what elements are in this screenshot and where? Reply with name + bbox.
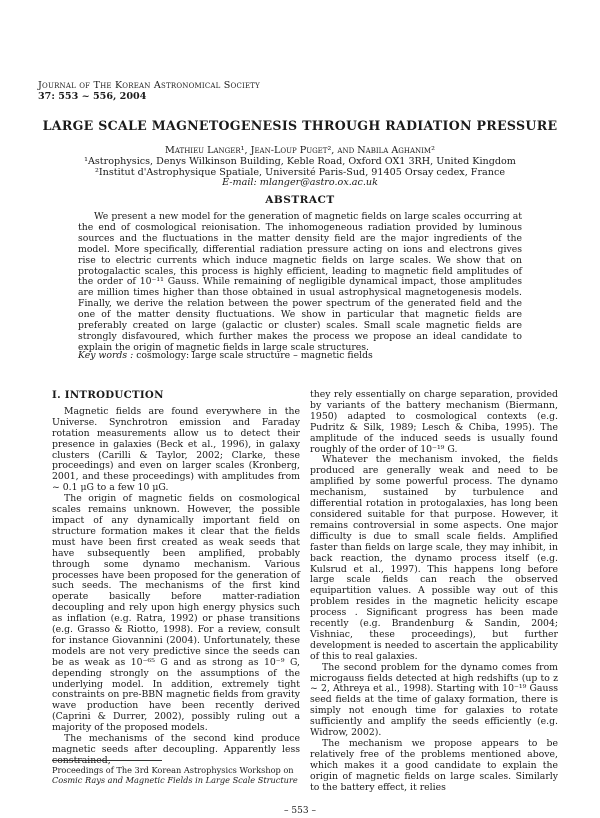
keywords-text: cosmology: large scale structure – magnetic fields	[136, 350, 373, 361]
author-block	[0, 146, 600, 189]
journal-name: Journal of The Korean Astronomical Society	[38, 80, 260, 91]
footnote-line-1: Proceedings of The 3rd Korean Astrophysics Workshop on	[52, 765, 294, 775]
paragraph: The origin of magnetic fields on cosmological scales remains unknown. However, the possible impact of any dynamically important field on structure formation makes it clear that the fields must have been first created as weak seeds that have subsequently been amplified, probably through some dynamo mechanism. Various processes have been proposed for the generation of such seeds. The mechanisms of the first kind operate basically before matter-radiation decoupling and rely upon high energy physics such as inflation (e.g. Ratra, 1992) or phase transitions (e.g. Grasso & Riotto, 1998). For a review, consult for instance Giovannini (2004). Unfortunately, these models are not very predictive since the seeds can be as weak as 10⁻⁶⁵ G and as strong as 10⁻⁹ G, depending strongly on the assumptions of the underlying model. In addition, extremely tight constraints on pre-BBN magnetic fields from gravity wave production have been recently derived (Caprini & Durrer, 2002), possibly ruling out a majority of the proposed models.	[52, 493, 300, 734]
footnote-line-2: Cosmic Rays and Magnetic Fields in Large Scale Structure	[52, 774, 298, 785]
abstract-heading: ABSTRACT	[265, 194, 335, 206]
footnote-rule	[52, 760, 162, 761]
paragraph: they rely essentially on charge separation, provided by variants of the battery mechanism (Biermann, 1950) adapted to cosmological contexts (e.g. Pudritz & Silk, 1989; Lesch & Chiba, 1995). The amplitude of the induced seeds is usually found roughly of the order of 10⁻¹⁹ G.	[310, 389, 558, 455]
paper-title: LARGE SCALE MAGNETOGENESIS THROUGH RADIATION PRESSURE	[42, 118, 558, 133]
section-heading-introduction: I. INTRODUCTION	[52, 389, 164, 401]
author-email: E-mail: mlanger@astro.ox.ac.uk	[222, 177, 378, 189]
left-column	[52, 390, 300, 767]
footnote	[52, 766, 302, 785]
right-column	[310, 390, 558, 794]
paragraph: Magnetic fields are found everywhere in the Universe. Synchrotron emission and Faraday rotation measurements allow us to detect their presence in galaxies (Beck et al., 1996), in galaxy clusters (Carilli & Taylor, 2002; Clarke, these proceedings) and even on larger scales (Kronberg, 2001, and these proceedings) with amplitudes from ~ 0.1 μG to a few 10 μG.	[52, 405, 300, 494]
volume-line: 37: 553 ~ 556, 2004	[38, 91, 147, 102]
affiliation-1: ¹Astrophysics, Denys Wilkinson Building, Keble Road, Oxford OX1 3RH, United Kingdom	[84, 155, 516, 167]
affiliation-2: ²Institut d'Astrophysique Spatiale, Université Paris-Sud, 91405 Orsay cedex, France	[95, 166, 505, 178]
keywords-label: Key words :	[78, 350, 134, 361]
abstract-text: We present a new model for the generation of magnetic fields on large scales occurring at the end of cosmological reionisation. The inhomogeneous radiation provided by luminous sources and the fluctuations in the matter density field are the major ingredients of the model. More specifically, differential radiation pressure acting on ions and electrons gives rise to electric currents which induce magnetic fields on large scales. We show that on protogalactic scales, this process is highly efficient, leading to magnetic field amplitudes of the order of 10⁻¹¹ Gauss. While remaining of negligible dynamical impact, those amplitudes are million times higher than those obtained in usual astrophysical magnetogenesis models. Finally, we derive the relation between the power spectrum of the generated field and the one of the matter density fluctuations. We show in particular that magnetic fields are preferably created on large (galactic or cluster) scales. Small scale magnetic fields are strongly disfavoured, which further makes the process we propose an ideal candidate to explain the origin of magnetic fields in large scale structures.	[78, 211, 522, 353]
paragraph: The mechanism we propose appears to be relatively free of the problems mentioned above, which makes it a good candidate to explain the origin of magnetic fields on large scales. Similarly to the battery effect, it relies	[310, 738, 558, 793]
paragraph: The mechanisms of the second kind produce magnetic seeds after decoupling. Apparently less constrained,	[52, 733, 300, 766]
paragraph: The second problem for the dynamo comes from microgauss fields detected at high redshifts (up to z ~ 2, Athreya et al., 1998). Starting with 10⁻¹⁹ Gauss seed fields at the time of galaxy formation, there is simply not enough time for galaxies to rotate sufficiently and amplify the seeds efficiently (e.g. Widrow, 2002).	[310, 661, 558, 739]
journal-header	[38, 80, 260, 102]
keywords	[78, 350, 522, 361]
author-names: Mathieu Langer¹, Jean-Loup Puget², and Nabila Aghanim²	[165, 145, 435, 156]
paragraph: Whatever the mechanism invoked, the fields produced are generally weak and need to be amplified by some powerful process. The dynamo mechanism, sustained by turbulence and differential rotation in protogalaxies, has long been considered suitable for that purpose. However, it remains controversial in some aspects. One major difficulty is due to small scale fields. Amplified faster than fields on large scale, they may inhibit, in back reaction, the dynamo process itself (e.g. Kulsrud et al., 1997). This happens long before large scale fields can reach the observed equipartition values. A possible way out of this problem resides in the magnetic helicity escape process . Significant progress has been made recently (e.g. Brandenburg & Sandin, 2004; Vishniac, these proceedings), but further development is needed to ascertain the applicability of this to real galaxies.	[310, 454, 558, 662]
page-number: – 553 –	[284, 806, 316, 816]
